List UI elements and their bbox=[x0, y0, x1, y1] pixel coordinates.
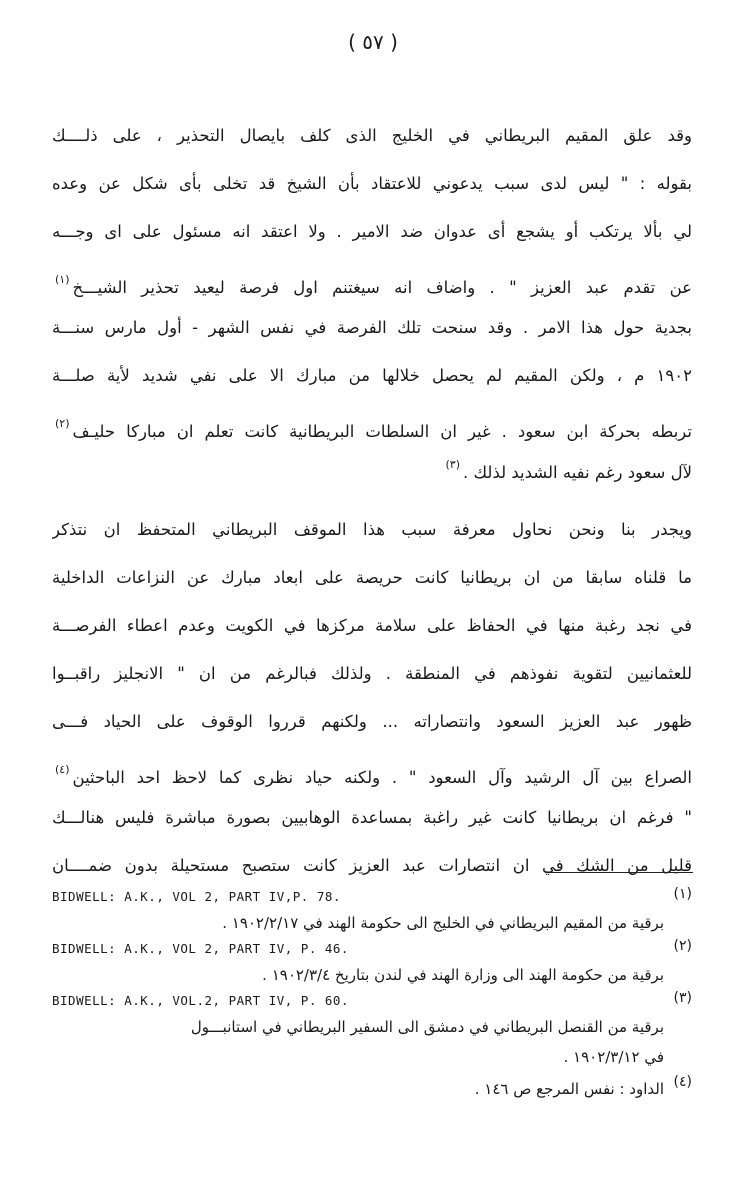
text-line: وقد علق المقيم البريطاني في الخليج الذى كلف بايصال التحذير ، على ذلــــك bbox=[52, 126, 692, 145]
footnote-text: برقية من المقيم البريطاني في الخليج الى حكومة الهند في ١٩٠٢/٢/١٧ . bbox=[222, 914, 664, 932]
footnote-4 bbox=[52, 1074, 692, 1104]
footnote-3 bbox=[52, 990, 692, 1072]
line-text: تربطه بحركة ابن سعود . غير ان السلطات البريطانية كانت تعلم ان مباركا حليـف bbox=[72, 422, 692, 441]
footnote-ref: (٤) bbox=[55, 763, 70, 776]
footnote-text: برقية من حكومة الهند الى وزارة الهند في لندن بتاريخ ١٩٠٢/٣/٤ . bbox=[262, 966, 664, 984]
paragraph-1 bbox=[52, 112, 692, 482]
footnote-citation: BIDWELL: A.K., VOL 2, PART IV, P. 46. bbox=[52, 941, 349, 956]
text-line: ما قلناه سابقا من ان بريطانيا كانت حريصة على ابعاد مبارك عن النزاعات الداخلية bbox=[52, 568, 692, 587]
text-line bbox=[52, 400, 692, 448]
footnote-citation: BIDWELL: A.K., VOL.2, PART IV, P. 60. bbox=[52, 993, 349, 1008]
footnote-ref: (٣) bbox=[445, 458, 461, 471]
line-text: لآل سعود رغم نفيه الشديد لذلك . bbox=[463, 463, 692, 482]
text-line bbox=[52, 448, 692, 482]
footnote-ref: (٢) bbox=[55, 417, 70, 430]
footnote-number: (٢) bbox=[673, 938, 692, 954]
footnote-ref: (١) bbox=[55, 273, 70, 286]
text-line: قليل من الشك في ان انتصارات عبد العزيز كانت ستصبح مستحيلة بدون ضمــــان bbox=[52, 856, 692, 875]
line-text: الصراع بين آل الرشيد وآل السعود " . ولكنه حياد نظرى كما لاحظ احد الباحثين bbox=[72, 768, 692, 787]
text-line bbox=[52, 256, 692, 304]
footnote-text: الداود : نفس المرجع ص ١٤٦ . bbox=[474, 1080, 664, 1098]
line-text: عن تقدم عبد العزيز " . واضاف انه سيغتنم اول فرصة ليعيد تحذير الشيـــخ bbox=[72, 278, 692, 297]
footnote-citation: BIDWELL: A.K., VOL 2, PART IV,P. 78. bbox=[52, 889, 341, 904]
footnote-number: (٣) bbox=[673, 990, 692, 1006]
text-line: " فرغم ان بريطانيا كانت غير راغبة بمساعدة الوهابيين بصورة مباشرة فليس هنالـــك bbox=[52, 808, 692, 827]
text-line: للعثمانيين لتقوية نفوذهم في المنطقة . ولذلك فبالرغم من ان " الانجليز راقبــوا bbox=[52, 664, 692, 683]
paragraph-2 bbox=[52, 506, 692, 890]
footnote-text: في ١٩٠٢/٣/١٢ . bbox=[563, 1048, 664, 1066]
text-line: بقوله : " ليس لدى سبب يدعوني للاعتقاد بأن الشيخ قد تخلى بأى شكل عن وعده bbox=[52, 174, 692, 193]
footnote-number: (٤) bbox=[673, 1074, 692, 1090]
text-line: بجدية حول هذا الامر . وقد سنحت تلك الفرصة في نفس الشهر - أول مارس سنـــة bbox=[52, 318, 692, 337]
page-number: ( ٥٧ ) bbox=[348, 30, 398, 54]
footnote-text: برقية من القنصل البريطاني في دمشق الى السفير البريطاني في استانبـــول bbox=[190, 1018, 664, 1036]
text-line: لي بألا يرتكب أو يشجع أى عدوان ضد الامير . ولا اعتقد انه مسئول على اى وجـــه bbox=[52, 222, 692, 241]
text-line: ظهور عبد العزيز السعود وانتصاراته ... ولكنهم قرروا الوقوف على الحياد فـــى bbox=[52, 712, 692, 731]
text-line bbox=[52, 746, 692, 794]
footnote-number: (١) bbox=[673, 886, 692, 902]
text-line: في نجد رغبة منها في الحفاظ على سلامة مركزها في الكويت وعدم اعطاء الفرصـــة bbox=[52, 616, 692, 635]
footnote-1 bbox=[52, 886, 692, 938]
footnote-2 bbox=[52, 938, 692, 990]
footnote-separator bbox=[545, 872, 693, 873]
text-line: ١٩٠٢ م ، ولكن المقيم لم يحصل خلالها من مبارك الا على نفي شديد لأية صلـــة bbox=[52, 366, 692, 385]
text-line: ويجدر بنا ونحن نحاول معرفة سبب هذا الموقف البريطاني المتحفظ ان نتذكر bbox=[52, 520, 692, 539]
